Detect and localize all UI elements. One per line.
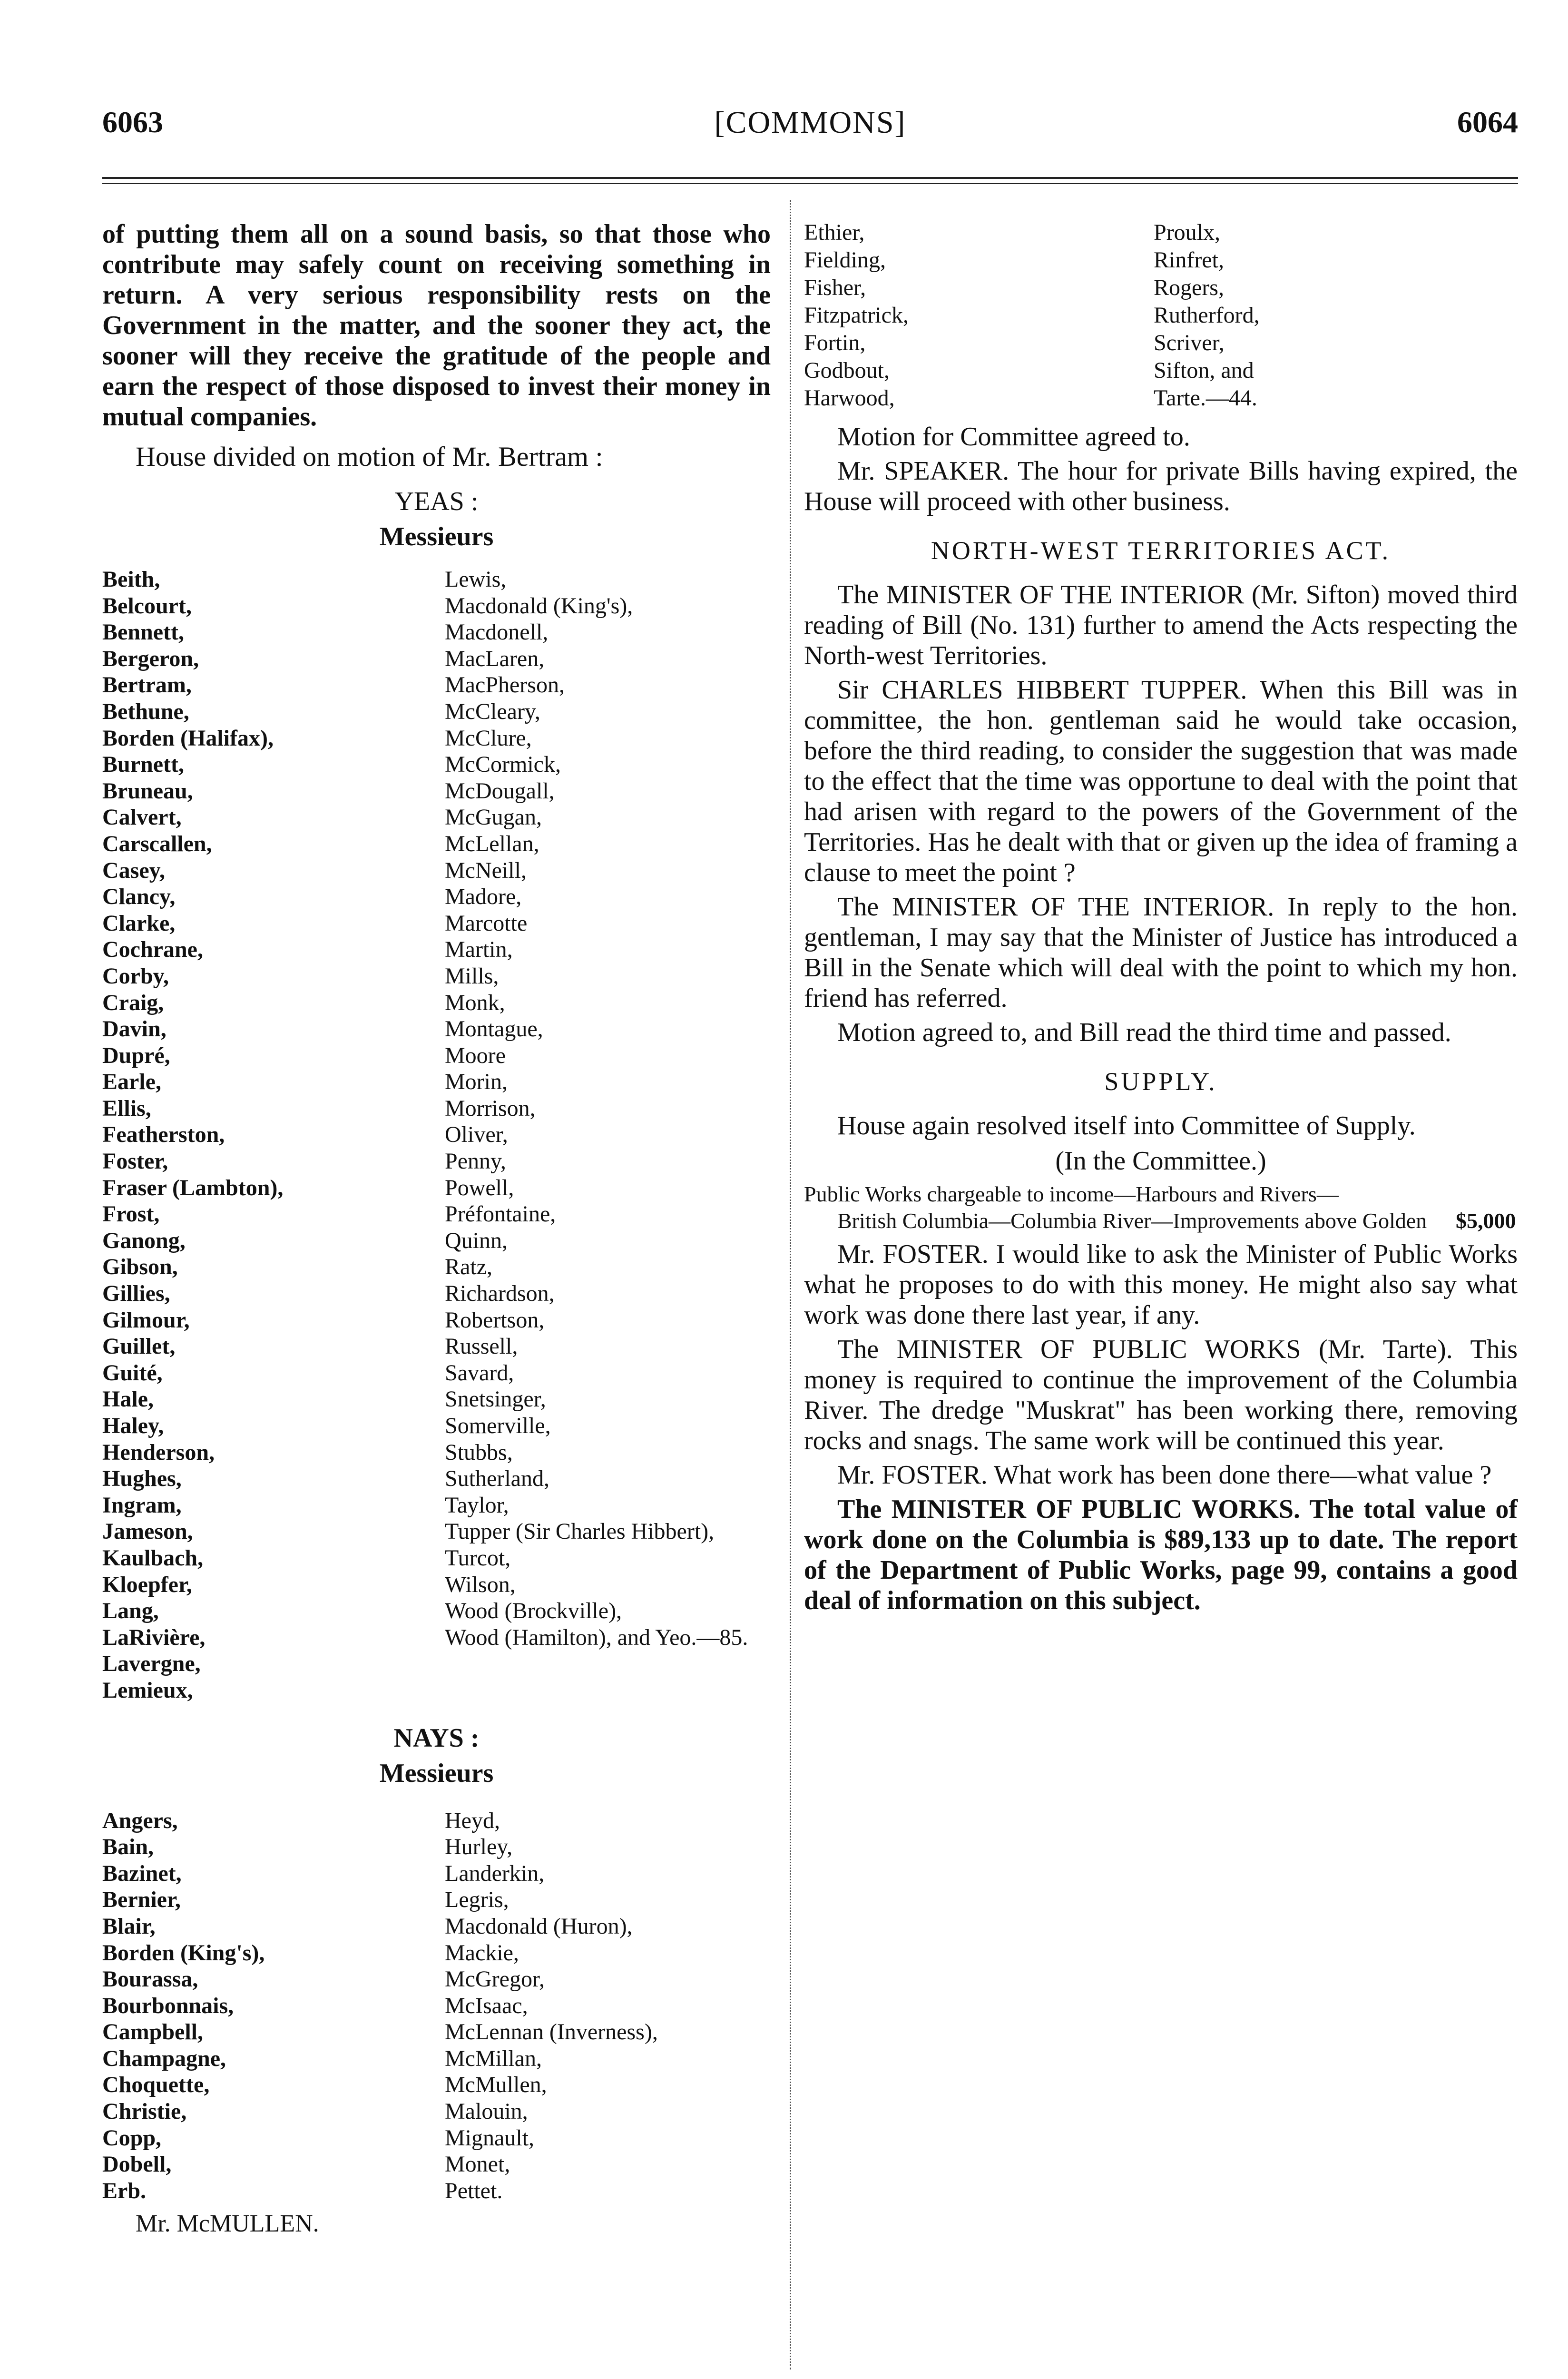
- nay-name: McIsaac,: [445, 1993, 528, 2018]
- nays-column-1: [102, 1808, 445, 2204]
- foster-paragraph-1: Mr. FOSTER. I would like to ask the Minister of Public Works what he proposes to do with this money. He might also say what work was done there last year, if any.: [804, 1239, 1518, 1330]
- running-title: [COMMONS]: [714, 105, 906, 140]
- left-column: [102, 219, 771, 2238]
- nay-name: McMillan,: [445, 2045, 542, 2071]
- nays-label: NAYS :: [393, 1723, 480, 1753]
- yea-name: Somerville,: [445, 1413, 551, 1438]
- yea-name: Belcourt,: [102, 593, 192, 619]
- nay-name: Campbell,: [102, 2019, 204, 2045]
- yea-name: Cochrane,: [102, 937, 203, 963]
- yea-name: Carscallen,: [102, 831, 212, 856]
- yea-name: Russell,: [445, 1334, 518, 1359]
- estimate-block: [804, 1181, 1518, 1234]
- nay-name: Legris,: [445, 1887, 509, 1913]
- yea-name: Guillet,: [102, 1334, 176, 1359]
- yea-name: Penny,: [445, 1149, 506, 1174]
- yea-name: McCormick,: [445, 752, 561, 777]
- yea-name: Burnett,: [102, 752, 184, 777]
- nay-name: Mackie,: [445, 1940, 519, 1966]
- yea-name: Fraser (Lambton),: [102, 1175, 284, 1200]
- nay-name: Malouin,: [445, 2099, 528, 2124]
- yea-name: Craig,: [102, 990, 164, 1015]
- yea-name: Turcot,: [445, 1545, 511, 1571]
- yea-name: Davin,: [102, 1016, 167, 1042]
- house-resolved-paragraph: House again resolved itself into Committee of Supply.: [837, 1111, 1416, 1140]
- nay-continued-name: Harwood,: [804, 385, 895, 411]
- yea-name: Lewis,: [445, 567, 507, 592]
- yea-name: McLellan,: [445, 831, 539, 856]
- yea-name: Snetsinger,: [445, 1386, 546, 1412]
- page-number-right: 6064: [1457, 105, 1518, 139]
- nay-name: Christie,: [102, 2099, 187, 2124]
- yea-name: Powell,: [445, 1175, 514, 1200]
- nay-continued-name: Fielding,: [804, 247, 886, 273]
- yea-name: Ratz,: [445, 1254, 492, 1280]
- yea-name: Ingram,: [102, 1492, 182, 1518]
- yea-name: Quinn,: [445, 1228, 508, 1253]
- yea-name: Mills,: [445, 963, 499, 989]
- mcmullen-signature: Mr. McMULLEN.: [136, 2210, 319, 2238]
- nay-continued-name: Rutherford,: [1154, 303, 1260, 328]
- nay-continued-name: Fisher,: [804, 275, 866, 300]
- nay-name: McLennan (Inverness),: [445, 2019, 658, 2045]
- yea-name: Lavergne,: [102, 1651, 201, 1677]
- page-number-left: 6063: [102, 105, 163, 139]
- yea-name: Préfontaine,: [445, 1201, 556, 1227]
- yea-name: Macdonald (King's),: [445, 593, 633, 619]
- yea-name: McDougall,: [445, 778, 555, 804]
- nay-name: Erb.: [102, 2178, 147, 2203]
- yea-name: McCleary,: [445, 698, 540, 724]
- yea-name: Gibson,: [102, 1254, 178, 1280]
- nay-name: Bain,: [102, 1834, 154, 1860]
- yea-name: Oliver,: [445, 1122, 508, 1148]
- page-header: [102, 71, 1518, 140]
- yea-name: Casey,: [102, 857, 165, 883]
- estimate-item: British Columbia—Columbia River—Improvements above Golden: [837, 1209, 1427, 1233]
- nay-name: Bernier,: [102, 1887, 181, 1913]
- yea-name: Gillies,: [102, 1281, 170, 1307]
- yea-name: Lemieux,: [102, 1677, 193, 1703]
- nay-continued-name: Fortin,: [804, 330, 866, 355]
- nays-continued-list: [804, 219, 1518, 412]
- yeas-list: [102, 566, 771, 1704]
- yeas-column-2: [445, 566, 778, 1704]
- nay-name: McMullen,: [445, 2072, 547, 2098]
- nays-list: [102, 1808, 771, 2204]
- nay-name: Champagne,: [102, 2045, 226, 2071]
- yea-name: Kloepfer,: [102, 1572, 192, 1597]
- yea-name: Robertson,: [445, 1307, 545, 1333]
- yea-name: Kaulbach,: [102, 1545, 204, 1571]
- yeas-column-1: [102, 566, 445, 1704]
- nays-continued-column-1: [804, 219, 1154, 412]
- yea-name: Richardson,: [445, 1281, 555, 1307]
- yea-name: Sutherland,: [445, 1466, 549, 1492]
- yea-name: Corby,: [102, 963, 169, 989]
- yea-name: Ganong,: [102, 1228, 186, 1253]
- yea-name: Featherston,: [102, 1122, 225, 1148]
- yea-name: McGugan,: [445, 805, 542, 830]
- nay-continued-name: Scriver,: [1154, 330, 1225, 355]
- nay-continued-name: Sifton, and: [1154, 358, 1254, 383]
- nay-name: Monet,: [445, 2152, 510, 2177]
- yea-name: MacLaren,: [445, 646, 545, 671]
- yea-name: Morrison,: [445, 1095, 536, 1121]
- nay-name: Macdonald (Huron),: [445, 1913, 633, 1939]
- yea-name: LaRivière,: [102, 1624, 206, 1650]
- nays-column-2: [445, 1808, 778, 2204]
- nay-continued-name: Fitzpatrick,: [804, 303, 909, 328]
- yea-name: Marcotte: [445, 910, 528, 936]
- nwt-heading: NORTH-WEST TERRITORIES ACT.: [931, 536, 1391, 565]
- yea-name: Lang,: [102, 1598, 159, 1624]
- nay-name: Angers,: [102, 1808, 178, 1833]
- opening-paragraph: of putting them all on a sound basis, so that those who contribute may safely count on receiving something in return. A very serious responsibility rests on the Government in the matter, and the sooner they act, the sooner will they receive the gratitude of the people and earn the respect of those disposed to invest their money in mutual companies.: [102, 219, 771, 432]
- yea-name: Calvert,: [102, 805, 182, 830]
- division-line: House divided on motion of Mr. Bertram :: [136, 441, 603, 472]
- yea-name: Beith,: [102, 567, 160, 592]
- yea-name: Wilson,: [445, 1572, 516, 1597]
- nay-continued-name: Ethier,: [804, 220, 865, 245]
- motion-agreed-paragraph: Motion agreed to, and Bill read the third time and passed.: [837, 1018, 1451, 1047]
- yea-name: Bethune,: [102, 698, 189, 724]
- yea-name: Hughes,: [102, 1466, 182, 1492]
- yea-name: McNeill,: [445, 857, 527, 883]
- yea-name: Tupper (Sir Charles Hibbert),: [445, 1519, 715, 1544]
- yea-name: Macdonell,: [445, 619, 549, 645]
- yea-name: Bertram,: [102, 672, 192, 698]
- yea-name: Gilmour,: [102, 1307, 190, 1333]
- nay-name: Bourassa,: [102, 1966, 198, 1992]
- yea-name: Martin,: [445, 937, 513, 963]
- yea-name: Bennett,: [102, 619, 184, 645]
- estimate-line-1: Public Works chargeable to income—Harbours and Rivers—: [804, 1182, 1339, 1206]
- yea-name: Ellis,: [102, 1095, 151, 1121]
- estimate-line-2: $5,000 British Columbia—Columbia River—Improvements above Golden: [837, 1209, 1516, 1233]
- yea-name: Montague,: [445, 1016, 543, 1042]
- nay-name: Choquette,: [102, 2072, 210, 2098]
- minister-interior-paragraph-1: The MINISTER OF THE INTERIOR (Mr. Sifton) moved third reading of Bill (No. 131) further to amend the Acts respecting the North-west Territories.: [804, 580, 1518, 670]
- yeas-messieurs-label: Messieurs: [379, 522, 494, 551]
- header-rule-thin: [102, 183, 1518, 184]
- yea-name: Bruneau,: [102, 778, 193, 804]
- yea-name: Bergeron,: [102, 646, 199, 671]
- nay-name: Hurley,: [445, 1834, 513, 1860]
- in-committee-label: (In the Committee.): [1055, 1146, 1266, 1176]
- yea-name: Foster,: [102, 1149, 168, 1174]
- public-works-paragraph-1: The MINISTER OF PUBLIC WORKS (Mr. Tarte). This money is required to continue the improvement of the Columbia River. The dredge "Muskrat" has been working there, removing rocks and snags. The same work will be continued this year.: [804, 1335, 1518, 1455]
- yea-name: Hale,: [102, 1386, 154, 1412]
- foster-paragraph-2: Mr. FOSTER. What work has been done there—what value ?: [837, 1460, 1492, 1490]
- nay-continued-name: Tarte.—44.: [1154, 385, 1257, 411]
- yea-name: Earle,: [102, 1069, 161, 1095]
- nay-name: Mignault,: [445, 2125, 534, 2151]
- yea-name: McClure,: [445, 725, 532, 751]
- nays-continued-column-2: [1154, 219, 1506, 412]
- public-works-paragraph-2: The MINISTER OF PUBLIC WORKS. The total value of work done on the Columbia is $89,133 up to date. The report of the Department of Public Works, page 99, contains a good deal of information on this subject.: [804, 1494, 1518, 1615]
- yea-name: Clancy,: [102, 884, 176, 910]
- nay-name: McGregor,: [445, 1966, 545, 1992]
- nay-name: Copp,: [102, 2125, 162, 2151]
- header-rule: [102, 177, 1518, 179]
- yea-name: MacPherson,: [445, 672, 565, 698]
- nay-name: Bazinet,: [102, 1860, 182, 1886]
- nay-name: Pettet.: [445, 2178, 503, 2203]
- nay-name: Bourbonnais,: [102, 1993, 234, 2018]
- yea-name: Jameson,: [102, 1519, 193, 1544]
- yea-name: Stubbs,: [445, 1439, 513, 1465]
- yea-name: Haley,: [102, 1413, 164, 1438]
- yea-name: Taylor,: [445, 1492, 509, 1518]
- speaker-paragraph: Mr. SPEAKER. The hour for private Bills having expired, the House will proceed with other business.: [804, 456, 1518, 516]
- yea-name: Borden (Halifax),: [102, 725, 274, 751]
- right-column: [804, 219, 1518, 1620]
- yea-name: Wood (Hamilton), and Yeo.—85.: [445, 1624, 748, 1650]
- tupper-paragraph: Sir CHARLES HIBBERT TUPPER. When this Bill was in committee, the hon. gentleman said he would take occasion, before the third reading, to consider the suggestion that was made to the effect that the time was opportune to deal with the point that had arisen with regard to the powers of the Government of the Territories. Has he dealt with that or given up the idea of framing a clause to meet the point ?: [804, 675, 1518, 887]
- column-divider: [790, 200, 791, 2369]
- yea-name: Savard,: [445, 1360, 514, 1386]
- yea-name: Morin,: [445, 1069, 508, 1095]
- motion-committee: Motion for Committee agreed to.: [837, 422, 1190, 452]
- supply-heading: SUPPLY.: [1104, 1067, 1217, 1096]
- nay-name: Heyd,: [445, 1808, 500, 1833]
- yea-name: Madore,: [445, 884, 522, 910]
- nay-name: Dobell,: [102, 2152, 172, 2177]
- nay-continued-name: Rogers,: [1154, 275, 1224, 300]
- nay-continued-name: Godbout,: [804, 358, 890, 383]
- yea-name: Clarke,: [102, 910, 176, 936]
- minister-interior-paragraph-2: The MINISTER OF THE INTERIOR. In reply to the hon. gentleman, I may say that the Minister of Justice has introduced a Bill in the Senate which will deal with the point to which my hon. friend has referred.: [804, 892, 1518, 1013]
- yea-name: Monk,: [445, 990, 505, 1015]
- nay-name: Landerkin,: [445, 1860, 545, 1886]
- yea-name: Moore: [445, 1042, 506, 1068]
- nay-name: Borden (King's),: [102, 1940, 265, 1966]
- yeas-label: YEAS :: [394, 487, 479, 516]
- nay-continued-name: Rinfret,: [1154, 247, 1224, 273]
- yea-name: Frost,: [102, 1201, 160, 1227]
- yea-name: Wood (Brockville),: [445, 1598, 622, 1624]
- yea-name: Dupré,: [102, 1042, 170, 1068]
- yea-name: Guité,: [102, 1360, 163, 1386]
- nay-name: Blair,: [102, 1913, 156, 1939]
- yea-name: Henderson,: [102, 1439, 215, 1465]
- nays-messieurs-label: Messieurs: [379, 1758, 494, 1788]
- nay-continued-name: Proulx,: [1154, 220, 1221, 245]
